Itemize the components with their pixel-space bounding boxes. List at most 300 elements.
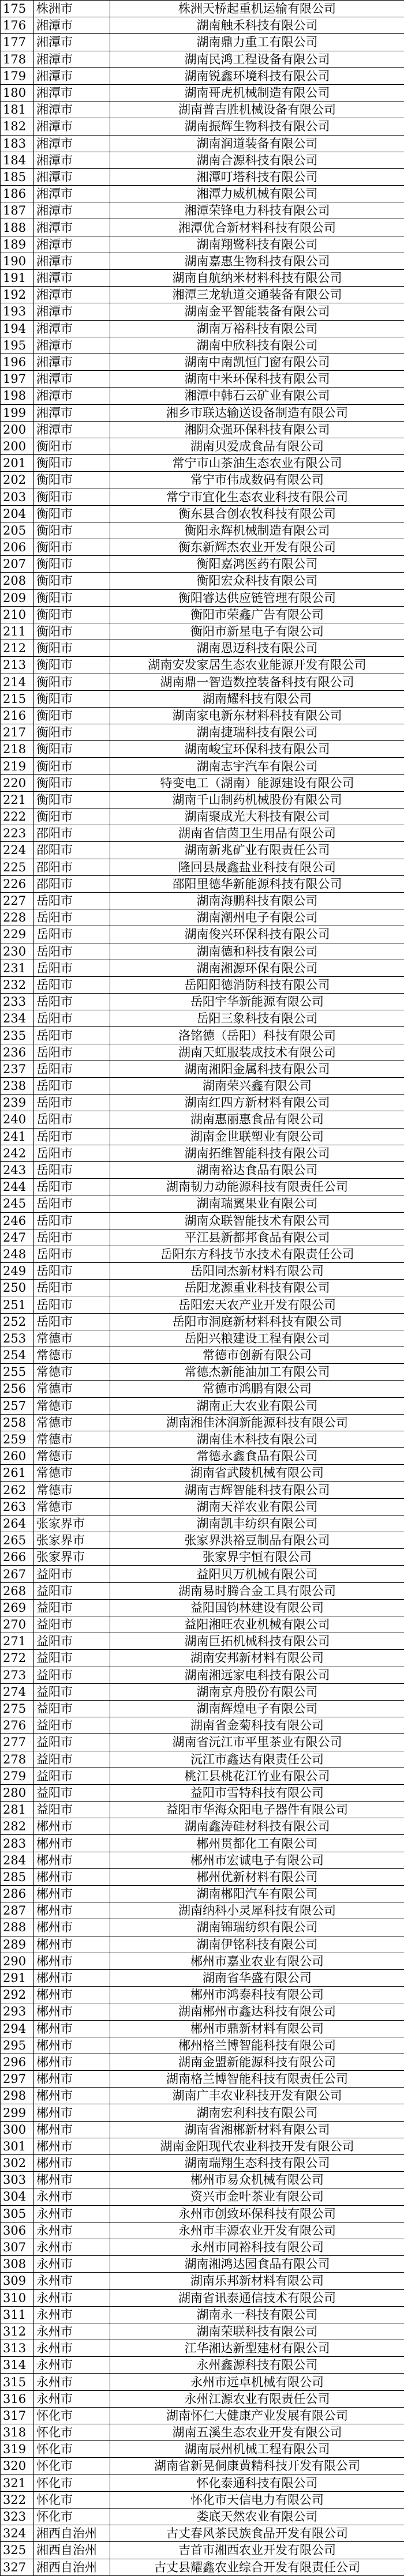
city-cell: 湘潭市: [34, 84, 110, 101]
city-cell: 永州市: [34, 2289, 110, 2306]
company-name-cell: 湖南辉煌电子有限公司: [110, 1700, 404, 1717]
table-row: [1, 1229, 404, 1246]
table-row: [1, 2390, 404, 2407]
company-name-cell: 湖南自航纳米材料科技有限公司: [110, 270, 404, 287]
city-cell: 湘潭市: [34, 101, 110, 118]
company-name-cell: 湖南易时腾合金工具有限公司: [110, 1582, 404, 1599]
city-cell: 郴州市: [34, 2003, 110, 2020]
table-row: [1, 1683, 404, 1700]
table-row: [1, 135, 404, 152]
table-row: [1, 1246, 404, 1262]
city-cell: 郴州市: [34, 1969, 110, 1986]
table-row: [1, 1919, 404, 1936]
row-number: 258: [1, 1414, 34, 1431]
row-number: 217: [1, 724, 34, 741]
table-row: [1, 1902, 404, 1919]
table-row: [1, 303, 404, 320]
table-row: [1, 2256, 404, 2273]
company-name-cell: 衡阳市新星电子有限公司: [110, 623, 404, 640]
row-number: 246: [1, 1212, 34, 1229]
table-row: [1, 1010, 404, 1027]
city-cell: 衡阳市: [34, 472, 110, 488]
city-cell: 湘潭市: [34, 51, 110, 67]
company-name-cell: 湖南湘阳金属科技有限公司: [110, 1061, 404, 1077]
row-number: 251: [1, 1296, 34, 1313]
table-row: [1, 2104, 404, 2121]
row-number: 196: [1, 354, 34, 370]
city-cell: 岳阳市: [34, 1179, 110, 1195]
table-row: [1, 573, 404, 589]
company-name-cell: 湖南凯丰纺织有限公司: [110, 1515, 404, 1532]
row-number: 230: [1, 943, 34, 960]
company-name-cell: 湖南正大农业有限公司: [110, 1397, 404, 1414]
company-name-cell: 益阳市华海众阳电子器件有限公司: [110, 1802, 404, 1818]
company-name-cell: 岳阳宏天农产业开发有限公司: [110, 1296, 404, 1313]
company-name-cell: 湖南五溪生态农业开发有限公司: [110, 2424, 404, 2441]
city-cell: 益阳市: [34, 1616, 110, 1633]
city-cell: 益阳市: [34, 1700, 110, 1717]
city-cell: 衡阳市: [34, 724, 110, 741]
table-row: [1, 2138, 404, 2154]
city-cell: 郴州市: [34, 1936, 110, 1953]
city-cell: 岳阳市: [34, 1246, 110, 1262]
city-cell: 湘潭市: [34, 236, 110, 253]
row-number: 312: [1, 2323, 34, 2340]
city-cell: 岳阳市: [34, 976, 110, 993]
city-cell: 湘西自治州: [34, 2525, 110, 2542]
table-row: [1, 556, 404, 573]
company-name-cell: 怀化市天信电力有限公司: [110, 2491, 404, 2508]
city-cell: 张家界市: [34, 1549, 110, 1566]
row-number: 179: [1, 67, 34, 84]
city-cell: 衡阳市: [34, 758, 110, 774]
table-row: [1, 2458, 404, 2475]
row-number: 247: [1, 1229, 34, 1246]
table-row: [1, 2374, 404, 2390]
city-cell: 怀化市: [34, 2458, 110, 2475]
table-row: [1, 1734, 404, 1751]
row-number: 248: [1, 1246, 34, 1262]
row-number: 219: [1, 758, 34, 774]
table-row: [1, 892, 404, 909]
city-cell: 岳阳市: [34, 909, 110, 926]
company-name-cell: 湖南志宇汽车有限公司: [110, 758, 404, 774]
table-row: [1, 1633, 404, 1650]
company-name-cell: 永州江源农业有限责任公司: [110, 2390, 404, 2407]
company-name-cell: 湖南省华盛有限公司: [110, 1969, 404, 1986]
company-name-cell: 湖南郴阳汽车有限公司: [110, 1886, 404, 1902]
company-name-cell: 郴州市易众机械有限公司: [110, 2172, 404, 2188]
row-number: 283: [1, 1835, 34, 1852]
city-cell: 邵阳市: [34, 825, 110, 842]
company-name-cell: 岳阳龙源重业科技有限公司: [110, 1280, 404, 1296]
city-cell: 常德市: [34, 1347, 110, 1364]
table-row: [1, 17, 404, 34]
company-name-cell: 岳阳市洞庭新材料科技有限公司: [110, 1313, 404, 1330]
table-row: [1, 623, 404, 640]
city-cell: 永州市: [34, 2340, 110, 2357]
company-name-cell: 衡阳市荣鑫广告有限公司: [110, 606, 404, 623]
table-row: [1, 1078, 404, 1095]
city-cell: 郴州市: [34, 1953, 110, 1969]
company-name-cell: 常宁市山茶油生态农业有限公司: [110, 455, 404, 472]
city-cell: 怀化市: [34, 2407, 110, 2424]
city-cell: 衡阳市: [34, 505, 110, 522]
company-name-cell: 岳阳宇华新能源有限公司: [110, 994, 404, 1010]
city-cell: 益阳市: [34, 1650, 110, 1667]
city-cell: 益阳市: [34, 1717, 110, 1734]
table-row: [1, 842, 404, 859]
table-row: [1, 371, 404, 388]
city-cell: 怀化市: [34, 2441, 110, 2458]
company-name-cell: 湖南湘鸿达园食品有限公司: [110, 2256, 404, 2273]
row-number: 209: [1, 589, 34, 606]
company-name-cell: 湖南荣联科技有限公司: [110, 2323, 404, 2340]
city-cell: 衡阳市: [34, 674, 110, 690]
company-name-cell: 湖南裕达食品有限公司: [110, 1161, 404, 1178]
table-row: [1, 2054, 404, 2070]
row-number: 180: [1, 84, 34, 101]
table-row: [1, 270, 404, 287]
company-name-cell: 湖南金平智能装备有限公司: [110, 303, 404, 320]
city-cell: 岳阳市: [34, 1229, 110, 1246]
city-cell: 湘潭市: [34, 337, 110, 354]
row-number: 191: [1, 270, 34, 287]
table-row: [1, 388, 404, 404]
city-cell: 永州市: [34, 2222, 110, 2239]
city-cell: 岳阳市: [34, 1263, 110, 1280]
row-number: 320: [1, 2458, 34, 2475]
row-number: 275: [1, 1700, 34, 1717]
table-row: [1, 976, 404, 993]
table-row: [1, 1397, 404, 1414]
row-number: 244: [1, 1179, 34, 1195]
city-cell: 常德市: [34, 1465, 110, 1481]
table-row: [1, 1145, 404, 1161]
company-name-cell: 湘潭优合新材料科技有限公司: [110, 219, 404, 236]
table-row: [1, 1263, 404, 1280]
city-cell: 郴州市: [34, 1987, 110, 2003]
table-row: [1, 2155, 404, 2172]
row-number: 276: [1, 1717, 34, 1734]
city-cell: 岳阳市: [34, 943, 110, 960]
row-number: 224: [1, 842, 34, 859]
company-name-cell: 湘潭中韩石云矿业有限公司: [110, 388, 404, 404]
row-number: 193: [1, 303, 34, 320]
city-cell: 岳阳市: [34, 1212, 110, 1229]
company-name-cell: 湖南纳科小灵犀科技有限公司: [110, 1902, 404, 1919]
company-name-cell: 湖南海鹏科技有限公司: [110, 892, 404, 909]
row-number: 255: [1, 1364, 34, 1381]
city-cell: 衡阳市: [34, 657, 110, 674]
table-row: [1, 1465, 404, 1481]
company-name-cell: 湖南金世联塑业有限公司: [110, 1128, 404, 1145]
city-cell: 怀化市: [34, 2508, 110, 2525]
table-row: [1, 774, 404, 791]
table-row: [1, 2508, 404, 2525]
company-name-cell: 湖南合源科技有限公司: [110, 152, 404, 168]
row-number: 252: [1, 1313, 34, 1330]
table-row: [1, 1364, 404, 1381]
city-cell: 常德市: [34, 1364, 110, 1381]
table-row: [1, 2323, 404, 2340]
table-row: [1, 455, 404, 472]
company-name-cell: 沅江市鑫达有限责任公司: [110, 1751, 404, 1768]
company-name-cell: 湖南捷瑞科技有限公司: [110, 724, 404, 741]
table-row: [1, 1280, 404, 1296]
city-cell: 岳阳市: [34, 1027, 110, 1044]
row-number: 237: [1, 1061, 34, 1077]
company-name-cell: 湖南中欣科技有限公司: [110, 337, 404, 354]
city-cell: 郴州市: [34, 2088, 110, 2104]
company-name-cell: 郴州市宏诚电子有限公司: [110, 1852, 404, 1868]
city-cell: 湘潭市: [34, 17, 110, 34]
row-number: 221: [1, 791, 34, 808]
table-row: [1, 1700, 404, 1717]
company-name-cell: 湖南乐邦新材料有限公司: [110, 2273, 404, 2289]
city-cell: 衡阳市: [34, 741, 110, 758]
row-number: 177: [1, 34, 34, 51]
row-number: 322: [1, 2491, 34, 2508]
company-name-cell: 湖南千山制药机械股份有限公司: [110, 791, 404, 808]
table-row: [1, 2205, 404, 2222]
company-name-cell: 郴州市鼎新材料有限公司: [110, 2020, 404, 2037]
table-row: [1, 640, 404, 657]
table-row: [1, 1313, 404, 1330]
row-number: 204: [1, 505, 34, 522]
row-number: 192: [1, 287, 34, 303]
company-name-cell: 吉首市湘西农业开发有限公司: [110, 2542, 404, 2559]
city-cell: 常德市: [34, 1414, 110, 1431]
table-row: [1, 2172, 404, 2188]
row-number: 181: [1, 101, 34, 118]
table-row: [1, 2559, 404, 2575]
table-row: [1, 2071, 404, 2088]
city-cell: 衡阳市: [34, 455, 110, 472]
company-name-cell: 常德市鸿鹏有限公司: [110, 1381, 404, 1397]
row-number: 186: [1, 186, 34, 202]
row-number: 269: [1, 1599, 34, 1616]
table-row: [1, 1566, 404, 1582]
city-cell: 岳阳市: [34, 1128, 110, 1145]
city-cell: 郴州市: [34, 2020, 110, 2037]
city-cell: 邵阳市: [34, 842, 110, 859]
row-number: 299: [1, 2104, 34, 2121]
table-row: [1, 2188, 404, 2205]
row-number: 313: [1, 2340, 34, 2357]
city-cell: 郴州市: [34, 1919, 110, 1936]
city-cell: 衡阳市: [34, 774, 110, 791]
table-row: [1, 34, 404, 51]
company-name-cell: 古丈春风茶民族食品开发有限公司: [110, 2525, 404, 2542]
city-cell: 湘潭市: [34, 388, 110, 404]
row-number: 250: [1, 1280, 34, 1296]
company-name-cell: 湖南金阳现代农业科技开发有限公司: [110, 2138, 404, 2154]
city-cell: 郴州市: [34, 1852, 110, 1868]
table-row: [1, 1667, 404, 1683]
company-name-cell: 湖南新兆矿业有限责任公司: [110, 842, 404, 859]
row-number: 304: [1, 2188, 34, 2205]
table-row: [1, 1835, 404, 1852]
company-name-cell: 湖南省新晃侗康黄精科技开发有限公司: [110, 2458, 404, 2475]
table-row: [1, 287, 404, 303]
row-number: 197: [1, 371, 34, 388]
table-row: [1, 152, 404, 168]
city-cell: 益阳市: [34, 1751, 110, 1768]
row-number: 294: [1, 2020, 34, 2037]
city-cell: 怀化市: [34, 2424, 110, 2441]
row-number: 260: [1, 1448, 34, 1465]
city-cell: 湘潭市: [34, 135, 110, 152]
row-number: 263: [1, 1498, 34, 1515]
company-name-cell: 永州市远卓机械有限公司: [110, 2374, 404, 2390]
city-cell: 郴州市: [34, 1902, 110, 1919]
city-cell: 常德市: [34, 1330, 110, 1347]
table-row: [1, 2306, 404, 2323]
table-row: [1, 1599, 404, 1616]
city-cell: 衡阳市: [34, 640, 110, 657]
row-number: 185: [1, 168, 34, 185]
company-name-cell: 湘潭荣锋电力科技有限公司: [110, 202, 404, 219]
table-row: [1, 1195, 404, 1212]
table-row: [1, 2424, 404, 2441]
city-cell: 湘潭市: [34, 371, 110, 388]
city-cell: 岳阳市: [34, 960, 110, 976]
company-name-cell: 湘乡市联达输送设备制造有限公司: [110, 404, 404, 421]
table-row: [1, 2222, 404, 2239]
table-row: [1, 404, 404, 421]
company-name-cell: 湖南振辉生物科技有限公司: [110, 118, 404, 135]
company-name-cell: 常宁市伟成数码有限公司: [110, 472, 404, 488]
company-name-cell: 湖南翔鹭科技有限公司: [110, 236, 404, 253]
row-number: 238: [1, 1078, 34, 1095]
row-number: 292: [1, 1987, 34, 2003]
table-row: [1, 186, 404, 202]
row-number: 232: [1, 976, 34, 993]
city-cell: 湘潭市: [34, 152, 110, 168]
city-cell: 邵阳市: [34, 859, 110, 875]
row-number: 183: [1, 135, 34, 152]
row-number: 266: [1, 1549, 34, 1566]
city-cell: 益阳市: [34, 1768, 110, 1784]
table-row: [1, 2121, 404, 2138]
row-number: 300: [1, 2121, 34, 2138]
table-row: [1, 1498, 404, 1515]
table-row: [1, 875, 404, 892]
row-number: 278: [1, 1751, 34, 1768]
city-cell: 张家界市: [34, 1532, 110, 1549]
table-row: [1, 1381, 404, 1397]
city-cell: 常德市: [34, 1498, 110, 1515]
row-number: 310: [1, 2289, 34, 2306]
company-name-cell: 岳阳阳德消防科技有限公司: [110, 976, 404, 993]
row-number: 286: [1, 1886, 34, 1902]
company-name-cell: 郴州优新材料有限公司: [110, 1868, 404, 1885]
company-name-cell: 隆回县晟鑫盐业科技有限公司: [110, 859, 404, 875]
company-name-cell: 益阳湘旺农业机械有限公司: [110, 1616, 404, 1633]
table-row: [1, 118, 404, 135]
row-number: 182: [1, 118, 34, 135]
row-number: 202: [1, 472, 34, 488]
city-cell: 郴州市: [34, 2121, 110, 2138]
table-row: [1, 1868, 404, 1885]
company-name-cell: 岳阳东方科技节水技术有限责任公司: [110, 1246, 404, 1262]
row-number: 235: [1, 1027, 34, 1044]
row-number: 212: [1, 640, 34, 657]
company-name-cell: 湖南宏利科技有限公司: [110, 2104, 404, 2121]
city-cell: 湘西自治州: [34, 2542, 110, 2559]
city-cell: 郴州市: [34, 2071, 110, 2088]
company-name-cell: 湖南俊兴环保科技有限公司: [110, 926, 404, 943]
table-row: [1, 1, 404, 17]
company-name-cell: 湖南天祥农业有限公司: [110, 1498, 404, 1515]
company-name-cell: 湖南天虹服装成技术有限公司: [110, 1044, 404, 1061]
row-number: 327: [1, 2559, 34, 2575]
city-cell: 常德市: [34, 1397, 110, 1414]
company-name-cell: 衡东县合创农牧科技有限公司: [110, 505, 404, 522]
city-cell: 湘潭市: [34, 404, 110, 421]
table-row: [1, 859, 404, 875]
company-name-cell: 永州鑫源科技有限公司: [110, 2357, 404, 2374]
city-cell: 怀化市: [34, 2491, 110, 2508]
row-number: 324: [1, 2525, 34, 2542]
row-number: 282: [1, 1818, 34, 1835]
company-name-cell: 湘潭叮塔科技有限公司: [110, 168, 404, 185]
row-number: 200: [1, 421, 34, 438]
row-number: 218: [1, 741, 34, 758]
row-number: 199: [1, 404, 34, 421]
city-cell: 永州市: [34, 2323, 110, 2340]
row-number: 184: [1, 152, 34, 168]
row-number: 267: [1, 1566, 34, 1582]
table-row: [1, 1481, 404, 1498]
company-name-cell: 湖南拓维智能科技有限公司: [110, 1145, 404, 1161]
table-row: [1, 1768, 404, 1784]
city-cell: 湘潭市: [34, 219, 110, 236]
row-number: 188: [1, 219, 34, 236]
row-number: 315: [1, 2374, 34, 2390]
table-row: [1, 2491, 404, 2508]
table-row: [1, 1852, 404, 1868]
city-cell: 益阳市: [34, 1633, 110, 1650]
row-number: 243: [1, 1161, 34, 1178]
company-name-cell: 湖南恩迈科技有限公司: [110, 640, 404, 657]
row-number: 223: [1, 825, 34, 842]
row-number: 206: [1, 539, 34, 556]
table-row: [1, 1330, 404, 1347]
company-name-cell: 湖南聚成光大科技有限公司: [110, 808, 404, 825]
row-number: 198: [1, 388, 34, 404]
company-name-cell: 湖南贝爱成食品有限公司: [110, 438, 404, 454]
row-number: 281: [1, 1802, 34, 1818]
table-body: [1, 1, 404, 2576]
row-number: 271: [1, 1633, 34, 1650]
company-name-cell: 湖南巨拓机械科技有限公司: [110, 1633, 404, 1650]
company-name-cell: 株洲天桥起重机运输有限公司: [110, 1, 404, 17]
city-cell: 郴州市: [34, 1818, 110, 1835]
company-name-cell: 湖南触禾科技有限公司: [110, 17, 404, 34]
table-row: [1, 236, 404, 253]
company-name-cell: 湖南湘佳沐润新能源科技有限公司: [110, 1414, 404, 1431]
company-name-cell: 湖南鑫涛硅材科技有限公司: [110, 1818, 404, 1835]
city-cell: 湘潭市: [34, 118, 110, 135]
city-cell: 湘潭市: [34, 287, 110, 303]
row-number: 253: [1, 1330, 34, 1347]
company-name-cell: 湖南郴州市鑫达科技有限公司: [110, 2003, 404, 2020]
city-cell: 岳阳市: [34, 1010, 110, 1027]
city-cell: 郴州市: [34, 2104, 110, 2121]
row-number: 190: [1, 253, 34, 269]
